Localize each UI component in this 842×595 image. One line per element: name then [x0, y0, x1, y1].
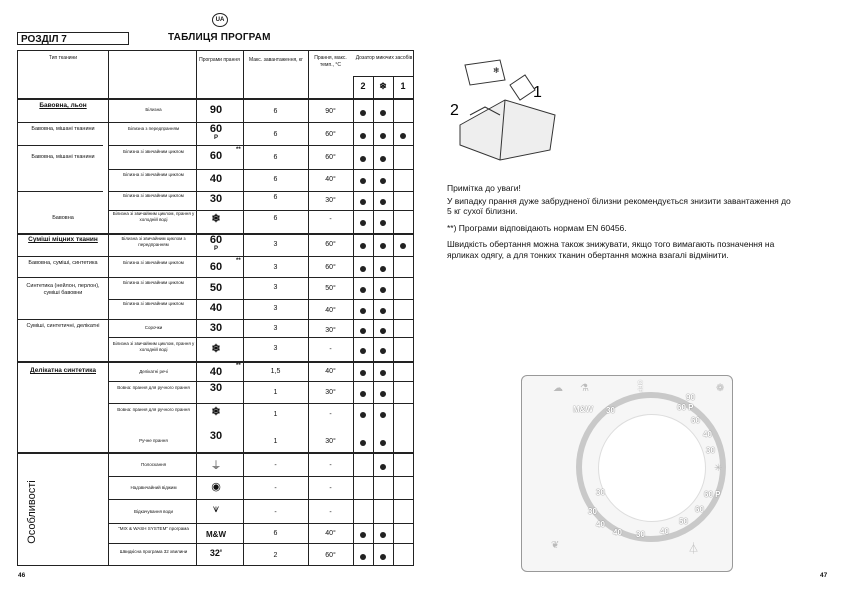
row-load: 6 — [273, 176, 278, 183]
row-load: 1 — [273, 438, 278, 445]
row-program: Білизна з передпранням — [127, 126, 180, 131]
row-max: 60° — [325, 154, 336, 161]
row-program: Білизна зі звичайним циклом — [123, 280, 184, 285]
row-program: Білизна зі звичайним циклом з передпранням — [121, 236, 186, 247]
row-temp: 90 — [209, 104, 223, 116]
dial-label: 60 P — [677, 403, 694, 412]
row-max: 60° — [325, 131, 336, 138]
dial-label: 30 — [606, 406, 615, 415]
col-load: Макс. завантаження, кг — [249, 57, 303, 63]
dial-label: 30 — [706, 446, 715, 455]
row-program: Білизна зі звичайним циклом, прання у холодній воді — [112, 341, 195, 352]
synthetic-icon: ⏃ — [688, 543, 699, 555]
row-temp: 32' — [209, 548, 223, 558]
cat-cotton-mixed2: Бавовна, мішані тканини — [31, 154, 95, 160]
det-1: 1 — [400, 81, 406, 91]
row-max: - — [329, 216, 332, 223]
dial-label: 60 — [691, 416, 700, 425]
section-label: РОЗДІЛ 7 — [17, 32, 129, 45]
row-max: 30° — [325, 438, 336, 445]
cat-cotton-mixed: Бавовна, мішані тканини — [31, 126, 95, 132]
row-max: 40° — [325, 530, 336, 537]
row-load: 3 — [273, 345, 278, 352]
row-program: Відкачування води — [133, 509, 174, 514]
row-max: 90° — [325, 108, 336, 115]
flask-icon: ⚗ — [580, 383, 589, 394]
row-load: 3 — [273, 264, 278, 271]
drain-icon: ⩛ — [212, 503, 220, 515]
row-max: 40° — [325, 307, 336, 314]
row-temp: 40 — [209, 302, 223, 314]
cold-icon: ✳ — [714, 463, 723, 474]
note-1: У випадку прання дуже забрудненої білизни рекомендується знизити завантаження до 5 кг сухої білизни. — [447, 195, 791, 216]
dial-label: 40 — [596, 520, 605, 529]
row-max: - — [329, 346, 332, 353]
row-load: 6 — [273, 194, 278, 201]
row-program: Надзвичайний віджим — [130, 485, 177, 490]
det-snow: ❄ — [379, 81, 387, 91]
row-load: 1 — [273, 411, 278, 418]
row-max: 50° — [325, 285, 336, 292]
row-program: Делікатні речі — [139, 369, 168, 374]
col-fabric: Тип тканини — [48, 55, 78, 61]
rinse-icon: ⏚ — [210, 460, 222, 472]
row-load: 1,5 — [270, 368, 281, 375]
row-temp: 40 — [209, 173, 223, 185]
det-2: 2 — [360, 81, 366, 91]
dispenser-diagram — [445, 55, 565, 165]
row-load: 3 — [273, 241, 278, 248]
row-star: ** — [236, 147, 241, 153]
col-temp: Прання, макс. темп., °C — [314, 55, 347, 68]
cotton-icon: ❁ — [716, 383, 725, 394]
dial-label: M&W — [573, 405, 593, 414]
row-load: 3 — [273, 284, 278, 291]
row-program: "MIX & WASH SYSTEM" програма — [118, 526, 189, 531]
dial-label: 30 — [636, 530, 645, 539]
cat-mixed-synth: Суміші, синтетичні, делікатні — [26, 323, 100, 329]
dial-label: 30 — [596, 488, 605, 497]
row-load: 6 — [273, 215, 278, 222]
row-temp: 30 — [209, 193, 223, 205]
row-program: Вовна: прання для ручного прання — [117, 407, 190, 412]
row-temp: ❄ — [211, 406, 221, 418]
row-max: - — [329, 509, 332, 516]
row-program: Білизна зі звичайним циклом, прання у холодній воді — [112, 211, 195, 222]
cat-delicates: Делікатна синтетика — [30, 367, 96, 374]
row-program: Білизна зі звичайним циклом — [123, 193, 184, 198]
dial-label: 50 — [679, 517, 688, 526]
language-badge: UA — [212, 13, 228, 27]
row-temp: M&W — [206, 530, 226, 539]
row-max: 30° — [325, 327, 336, 334]
row-max: - — [329, 462, 332, 469]
row-temp: 60 — [209, 261, 223, 273]
row-temp: 60 P — [209, 234, 223, 252]
row-temp: ❄ — [211, 343, 221, 355]
cat-mixed-sturdy: Суміші міцних тканин — [28, 236, 98, 243]
row-star: ** — [236, 258, 241, 264]
col-detergent: Дозатор миючих засобів — [355, 55, 413, 61]
row-temp: 30 — [209, 430, 223, 442]
row-load: 6 — [273, 154, 278, 161]
dial-label: 60 P — [704, 490, 721, 499]
dial-off-label: OFF — [636, 380, 642, 392]
leaf-icon: ❦ — [551, 540, 560, 551]
row-load: - — [274, 462, 277, 469]
dial-label: 40 — [660, 527, 669, 536]
row-load: 6 — [273, 131, 278, 138]
row-program: Білизна зі звичайним циклом — [123, 260, 184, 265]
row-load: 6 — [273, 530, 278, 537]
features-label: Особливості — [25, 480, 38, 544]
cat-cotton: Бавовна — [52, 215, 74, 221]
svg-text:❄: ❄ — [493, 66, 500, 75]
delicate-icon: ☁ — [553, 383, 563, 394]
notes-heading: Примітка до уваги! — [447, 183, 521, 193]
row-temp: ❄ — [211, 213, 221, 225]
row-program: Білизна зі звичайним циклом — [123, 149, 184, 154]
cat-cotton-synth: Бавовна, суміші, синтетика — [28, 260, 98, 266]
col-program: Програми прання — [199, 57, 240, 63]
row-program: Сорочки — [144, 325, 163, 330]
row-program: Ручне прання — [139, 438, 168, 443]
row-program: Вовна: прання для ручного прання — [117, 385, 190, 390]
row-program: Швидкісна програма 32 хвилини — [119, 549, 188, 554]
row-max: 30° — [325, 197, 336, 204]
row-star: ** — [236, 363, 241, 369]
dial-label: 60 — [695, 505, 704, 514]
dial-label: 40 — [703, 430, 712, 439]
page-number-right: 47 — [820, 572, 828, 579]
row-temp: 60 P — [209, 123, 223, 141]
row-temp: 50 — [209, 282, 223, 294]
note-3: Швидкість обертання можна також знижувати, якщо того вимагають позначення на ярликах одягу, а для тонких тканин обертання можна взагалі відмінити. — [447, 239, 775, 260]
row-temp: 60 — [209, 150, 223, 162]
spin-icon: ◉ — [211, 481, 221, 493]
row-max: 40° — [325, 176, 336, 183]
row-temp: 30 — [209, 382, 223, 394]
row-program: Білизна зі звичайним циклом — [123, 172, 184, 177]
row-load: 6 — [273, 108, 278, 115]
row-program: Білизна зі звичайним циклом — [123, 301, 184, 306]
cat-cotton-linen: Бавовна, льон — [39, 102, 87, 109]
notes — [447, 183, 792, 266]
dial-label: 40 — [613, 528, 622, 537]
cat-synthetics: Синтетика (нейлон, перлон), суміші бавовни — [26, 283, 100, 296]
diagram-label-1: 1 — [533, 84, 542, 101]
diagram-label-2: 2 — [450, 102, 459, 119]
note-2: **) Програми відповідають нормам EN 60456. — [447, 222, 627, 233]
dial-label: 30 — [588, 507, 597, 516]
dial-label: 90 — [686, 393, 695, 402]
row-load: 2 — [273, 552, 278, 559]
row-max: - — [329, 485, 332, 492]
page-title: ТАБЛИЦЯ ПРОГРАМ — [168, 32, 271, 43]
row-max: - — [329, 411, 332, 418]
program-table — [17, 50, 414, 566]
row-load: 1 — [273, 389, 278, 396]
row-load: - — [274, 485, 277, 492]
row-temp: 40 — [209, 366, 223, 378]
row-load: 3 — [273, 325, 278, 332]
row-max: 40° — [325, 368, 336, 375]
row-max: 60° — [325, 552, 336, 559]
row-max: 60° — [325, 241, 336, 248]
row-program: Полоскання — [140, 462, 167, 467]
page-number-left: 46 — [18, 572, 26, 579]
row-temp: 30 — [209, 322, 223, 334]
row-load: - — [274, 509, 277, 516]
dial-center — [598, 414, 706, 522]
row-program: Білизна — [145, 107, 162, 112]
row-load: 3 — [273, 305, 278, 312]
row-max: 30° — [325, 389, 336, 396]
row-max: 60° — [325, 264, 336, 271]
